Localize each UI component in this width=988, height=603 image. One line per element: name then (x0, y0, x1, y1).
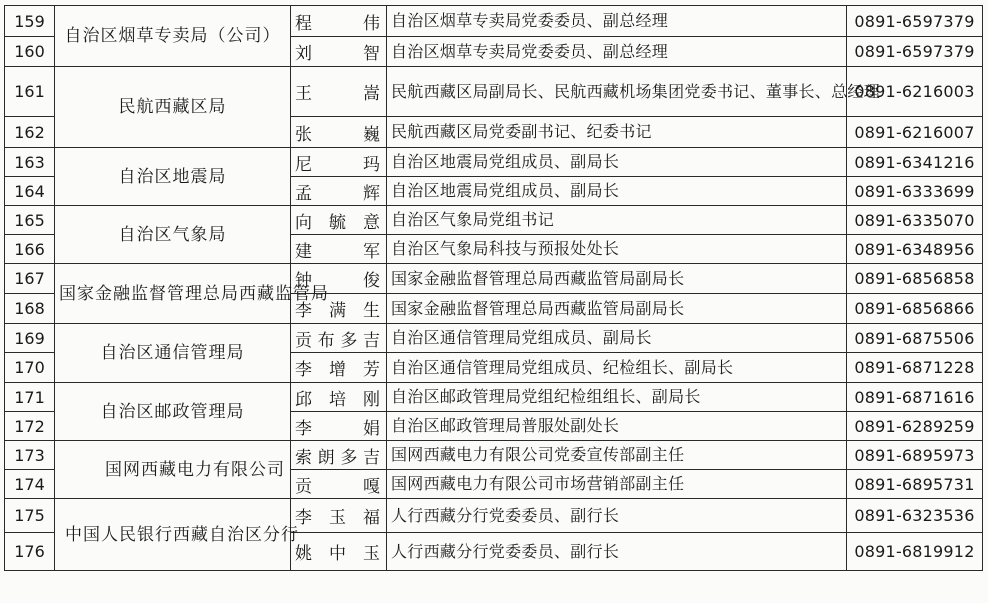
position-title: 自治区地震局党组成员、副局长 (387, 177, 847, 206)
person-name: 建 军 (291, 235, 387, 264)
row-number: 160 (5, 37, 55, 67)
position-title: 自治区地震局党组成员、副局长 (387, 148, 847, 177)
position-title: 自治区邮政管理局党组纪检组组长、副局长 (387, 383, 847, 412)
person-name: 刘 智 (291, 37, 387, 67)
phone-number: 0891-6895973 (847, 441, 983, 470)
phone-number: 0891-6348956 (847, 235, 983, 264)
person-name: 索朗多吉 (291, 441, 387, 470)
phone-number: 0891-6289259 (847, 412, 983, 441)
organization-cell: 自治区邮政管理局 (55, 383, 291, 441)
phone-number: 0891-6597379 (847, 37, 983, 67)
row-number: 170 (5, 353, 55, 383)
person-name: 贡 嘎 (291, 470, 387, 499)
table-row (5, 499, 983, 533)
row-number: 162 (5, 117, 55, 148)
table-row (5, 441, 983, 470)
row-number: 168 (5, 294, 55, 324)
phone-number: 0891-6333699 (847, 177, 983, 206)
table-row (5, 324, 983, 353)
phone-number: 0891-6216003 (847, 67, 983, 117)
row-number: 176 (5, 533, 55, 571)
row-number: 175 (5, 499, 55, 533)
phone-number: 0891-6216007 (847, 117, 983, 148)
table-row (5, 206, 983, 235)
organization-cell: 国网西藏电力有限公司 (55, 441, 291, 499)
person-name: 贡布多吉 (291, 324, 387, 353)
person-name: 姚中玉 (291, 533, 387, 571)
position-title: 国网西藏电力有限公司党委宣传部副主任 (387, 441, 847, 470)
row-number: 165 (5, 206, 55, 235)
organization-cell: 民航西藏区局 (55, 67, 291, 148)
row-number: 164 (5, 177, 55, 206)
row-number: 171 (5, 383, 55, 412)
person-name: 李玉福 (291, 499, 387, 533)
position-title: 民航西藏区局党委副书记、纪委书记 (387, 117, 847, 148)
position-title: 国家金融监督管理总局西藏监管局副局长 (387, 294, 847, 324)
row-number: 173 (5, 441, 55, 470)
position-title: 民航西藏区局副局长、民航西藏机场集团党委书记、董事长、总经理 (387, 67, 847, 117)
position-title: 人行西藏分行党委委员、副行长 (387, 499, 847, 533)
row-number: 166 (5, 235, 55, 264)
position-title: 自治区邮政管理局普服处副处长 (387, 412, 847, 441)
person-name: 孟 辉 (291, 177, 387, 206)
person-name: 钟 俊 (291, 264, 387, 294)
position-title: 国家金融监督管理总局西藏监管局副局长 (387, 264, 847, 294)
person-name: 张 巍 (291, 117, 387, 148)
position-title: 人行西藏分行党委委员、副行长 (387, 533, 847, 571)
person-name: 李增芳 (291, 353, 387, 383)
position-title: 自治区气象局党组书记 (387, 206, 847, 235)
position-title: 自治区通信管理局党组成员、纪检组长、副局长 (387, 353, 847, 383)
person-name: 尼 玛 (291, 148, 387, 177)
person-name: 李 娟 (291, 412, 387, 441)
organization-cell: 自治区通信管理局 (55, 324, 291, 383)
row-number: 172 (5, 412, 55, 441)
row-number: 163 (5, 148, 55, 177)
phone-number: 0891-6819912 (847, 533, 983, 571)
row-number: 159 (5, 6, 55, 37)
organization-cell: 自治区气象局 (55, 206, 291, 264)
organization-cell: 中国人民银行西藏自治区分行 (55, 499, 291, 571)
person-name: 李满生 (291, 294, 387, 324)
phone-number: 0891-6335070 (847, 206, 983, 235)
table-row (5, 6, 983, 37)
phone-number: 0891-6597379 (847, 6, 983, 37)
position-title: 自治区通信管理局党组成员、副局长 (387, 324, 847, 353)
organization-cell: 国家金融监督管理总局西藏监管局 (55, 264, 291, 324)
phone-number: 0891-6341216 (847, 148, 983, 177)
table-row (5, 148, 983, 177)
table-row (5, 383, 983, 412)
person-name: 邱培刚 (291, 383, 387, 412)
table-row (5, 67, 983, 117)
phone-number: 0891-6871228 (847, 353, 983, 383)
person-name: 王 嵩 (291, 67, 387, 117)
phone-number: 0891-6323536 (847, 499, 983, 533)
phone-number: 0891-6871616 (847, 383, 983, 412)
position-title: 国网西藏电力有限公司市场营销部副主任 (387, 470, 847, 499)
person-name: 程 伟 (291, 6, 387, 37)
row-number: 167 (5, 264, 55, 294)
row-number: 174 (5, 470, 55, 499)
table-row (5, 264, 983, 294)
row-number: 161 (5, 67, 55, 117)
contact-directory-table (4, 5, 983, 571)
row-number: 169 (5, 324, 55, 353)
position-title: 自治区烟草专卖局党委委员、副总经理 (387, 6, 847, 37)
person-name: 向毓意 (291, 206, 387, 235)
organization-cell: 自治区烟草专卖局（公司） (55, 6, 291, 67)
phone-number: 0891-6856858 (847, 264, 983, 294)
organization-cell: 自治区地震局 (55, 148, 291, 206)
phone-number: 0891-6875506 (847, 324, 983, 353)
phone-number: 0891-6856866 (847, 294, 983, 324)
position-title: 自治区气象局科技与预报处处长 (387, 235, 847, 264)
phone-number: 0891-6895731 (847, 470, 983, 499)
position-title: 自治区烟草专卖局党委委员、副总经理 (387, 37, 847, 67)
